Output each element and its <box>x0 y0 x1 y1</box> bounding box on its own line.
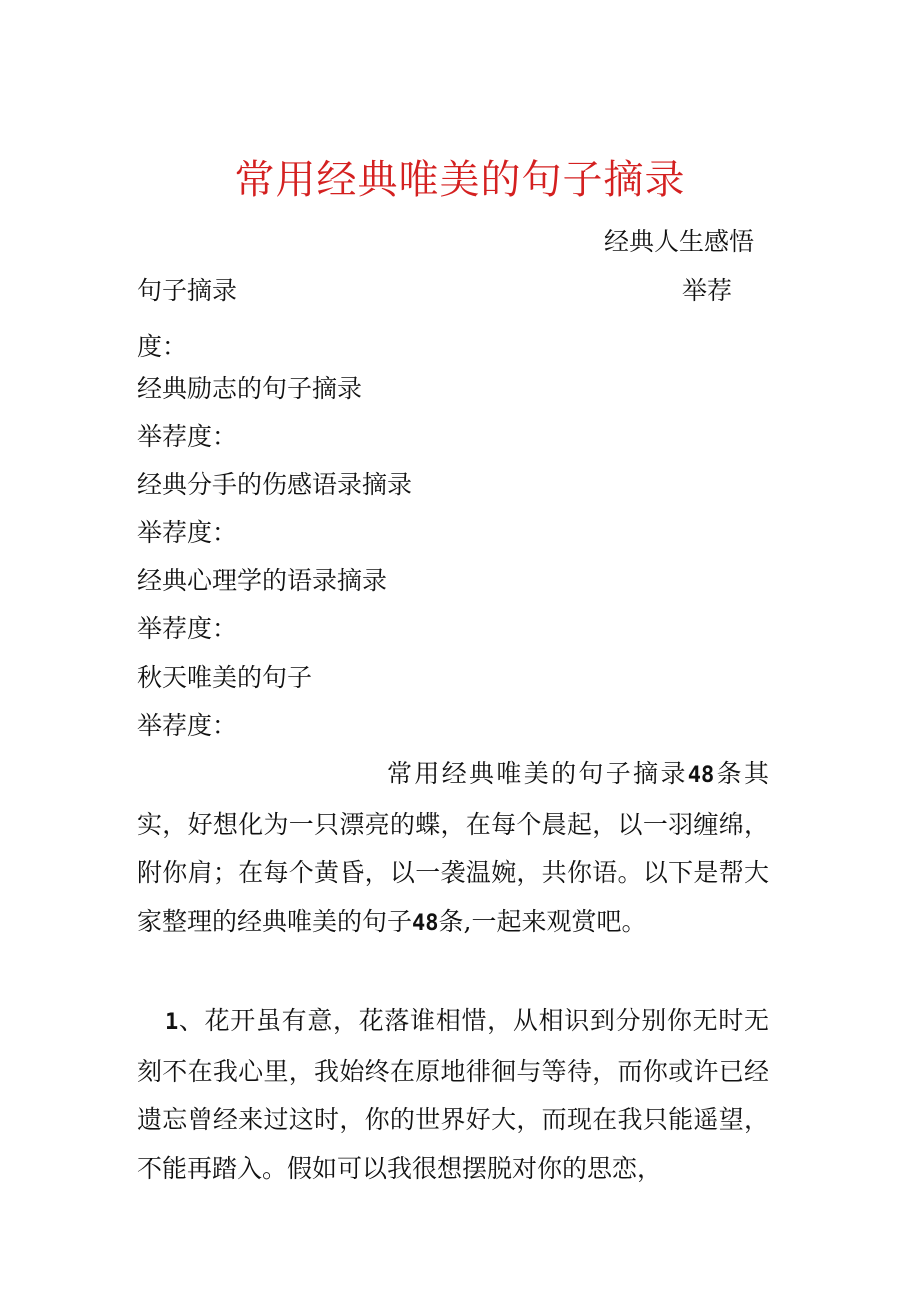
intro-count: 48 <box>687 763 715 788</box>
intro-text: 条,一起来观赏吧。 <box>438 906 647 936</box>
list-item-label: 经典心理学的语录摘录 <box>137 566 388 595</box>
intro-text: 条其实，好想化为一只漂亮的蝶，在每个晨起，以一羽缠绵，附你肩；在每个黄昏，以一袭温婉，共你语。以下是帮大家整理的经典唯美的句子 <box>137 759 769 936</box>
quote-paragraph-1 <box>137 997 769 1193</box>
list-item-label: 经典励志的句子摘录 <box>137 374 363 403</box>
list-item-rating: 举荐度： <box>137 711 238 740</box>
document-subtitle: 经典人生感悟 <box>603 227 754 256</box>
document-title: 常用经典唯美的句子摘录 <box>234 157 686 203</box>
quote-text: 、花开虽有意，花落谁相惜，从相识到分别你无时无刻不在我心里，我始终在原地徘徊与等待，而你或许已经遗忘曾经来过这时，你的世界好大，而现在我只能遥望，不能再踏入。假如可以我很想摆脱对你的思恋， <box>137 1006 769 1183</box>
quote-number: 1 <box>165 1010 179 1035</box>
list-item-label: 句子摘录 <box>137 276 238 305</box>
list-item-rating-part: 举荐 <box>681 276 732 305</box>
list-item-label: 经典分手的伤感语录摘录 <box>137 470 413 499</box>
list-item-label: 秋天唯美的句子 <box>137 663 313 692</box>
list-item-rating: 举荐度： <box>137 518 238 547</box>
list-item-rating: 举荐度： <box>137 422 238 451</box>
list-item-rating-part: 度： <box>137 332 188 361</box>
intro-text: 常用经典唯美的句子摘录 <box>387 759 688 788</box>
intro-paragraph <box>137 750 769 948</box>
intro-count: 48 <box>412 910 439 936</box>
list-item-rating: 举荐度： <box>137 614 238 643</box>
